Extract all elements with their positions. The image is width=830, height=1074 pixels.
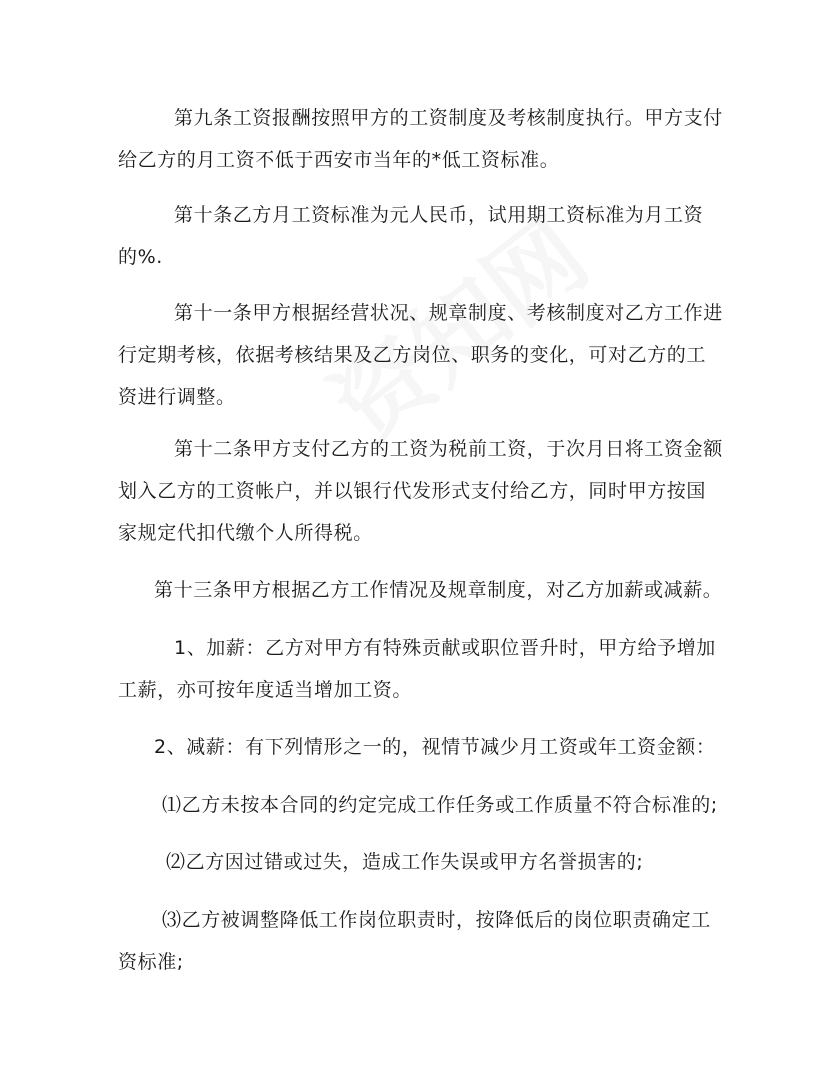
paragraph-line: 2、减薪：有下列情形之一的，视情节减少月工资或年工资金额： <box>154 736 716 758</box>
paragraph-line: 给乙方的月工资不低于西安市当年的*低工资标准。 <box>118 149 560 171</box>
paragraph-line: 的%. <box>118 246 163 268</box>
paragraph-line: 工薪，亦可按年度适当增加工资。 <box>118 679 413 701</box>
paragraph-reduce <box>118 726 718 768</box>
paragraph-line: 第九条工资报酬按照甲方的工资制度及考核制度执行。甲方支付 <box>174 107 723 129</box>
paragraph-line: 资进行调整。 <box>118 386 236 408</box>
paragraph-line: 第十一条甲方根据经营状况、规章制度、考核制度对乙方工作进 <box>174 302 723 324</box>
paragraph-line: 行定期考核，依据考核结果及乙方岗位、职务的变化，可对乙方的工 <box>118 344 707 366</box>
paragraph-article-9 <box>118 97 723 181</box>
paragraph-line: ⑴乙方未按本合同的约定完成工作任务或工作质量不符合标准的; <box>162 794 718 816</box>
paragraph-article-10 <box>118 194 718 278</box>
paragraph-raise <box>118 627 718 711</box>
paragraph-article-12 <box>118 428 723 554</box>
paragraph-line: 1、加薪：乙方对甲方有特殊贡献或职位晋升时，甲方给予增加 <box>174 637 716 659</box>
paragraph-case-1 <box>118 784 718 826</box>
paragraph-line: 第十三条甲方根据乙方工作情况及规章制度，对乙方加薪或减薪。 <box>154 579 723 601</box>
paragraph-line: 划入乙方的工资帐户，并以银行代发形式支付给乙方，同时甲方按国 <box>118 480 707 502</box>
paragraph-article-13 <box>118 569 723 611</box>
paragraph-case-2 <box>118 841 718 883</box>
paragraph-line: 家规定代扣代缴个人所得税。 <box>118 522 373 544</box>
paragraph-article-11 <box>118 292 723 418</box>
paragraph-line: 资标准; <box>118 951 184 973</box>
paragraph-line: 第十条乙方月工资标准为元人民币，试用期工资标准为月工资 <box>174 204 704 226</box>
paragraph-line: ⑶乙方被调整降低工作岗位职责时，按降低后的岗位职责确定工 <box>162 909 711 931</box>
paragraph-line: ⑵乙方因过错或过失，造成工作失误或甲方名誉损害的; <box>166 851 644 873</box>
paragraph-line: 第十二条甲方支付乙方的工资为税前工资，于次月日将工资金额 <box>174 438 723 460</box>
paragraph-case-3 <box>118 899 718 983</box>
